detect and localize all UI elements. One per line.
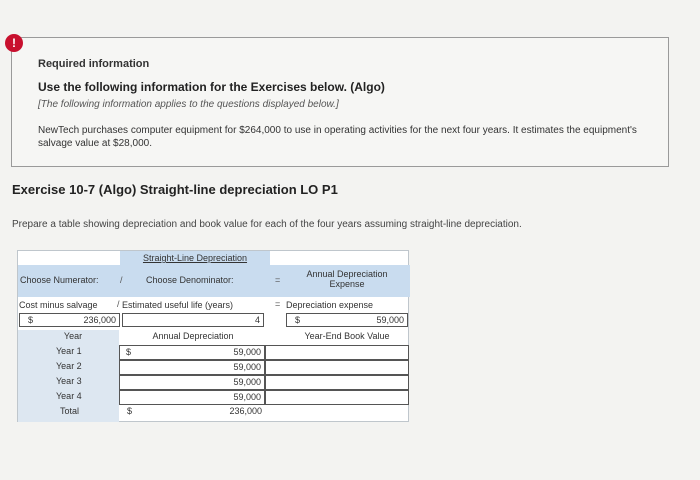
info-body: NewTech purchases computer equipment for $264,000 to use in operating activities for the next four years. It estimates the equipment's salvage value at $28,000.: [38, 125, 637, 149]
row-year-2-dep-input[interactable]: [119, 360, 265, 375]
row-year-1-value: 59,000: [233, 347, 261, 357]
info-heading: Use the following information for the Exercises below. (Algo): [38, 80, 385, 94]
col-annual-depreciation: Annual Depreciation: [152, 331, 234, 341]
result-dollar: $: [295, 315, 301, 325]
row-total-value: 236,000: [229, 406, 262, 416]
row-year-1-dollar: $: [126, 347, 132, 357]
row-year-2-value: 59,000: [233, 362, 261, 372]
cost-minus-salvage-label: Cost minus salvage: [19, 300, 98, 310]
straight-line-table: [17, 250, 409, 422]
numerator-value: 236,000: [83, 315, 116, 325]
exercise-instruction: Prepare a table showing depreciation and book value for each of the four years assuming straight-line depreciation.: [12, 219, 522, 230]
depreciation-expense-label: Depreciation expense: [286, 300, 374, 310]
row-year-4-dep-input[interactable]: [119, 390, 265, 405]
col-year: Year: [53, 331, 93, 341]
row-year-2-label: Year 2: [56, 361, 82, 371]
row-year-2-book-input[interactable]: [265, 360, 409, 375]
result-value: 59,000: [376, 315, 404, 325]
row-year-3-label: Year 3: [56, 376, 82, 386]
annual-dep-expense-label: Annual Depreciation Expense: [306, 269, 388, 289]
denominator-input[interactable]: 4: [122, 313, 264, 327]
row-year-4-book-input[interactable]: [265, 390, 409, 405]
required-info-panel: [11, 37, 669, 167]
col-year-end-book-value: Year-End Book Value: [304, 331, 390, 341]
equals-symbol: =: [275, 275, 281, 285]
divide-symbol: /: [120, 275, 123, 285]
numerator-input[interactable]: [19, 313, 120, 327]
row-year-4-label: Year 4: [56, 391, 82, 401]
row-year-1-label: Year 1: [56, 346, 82, 356]
row-year-1-book-input[interactable]: [265, 345, 409, 360]
row-total-dep: [119, 405, 265, 420]
row-year-3-value: 59,000: [233, 377, 261, 387]
row-year-3-dep-input[interactable]: [119, 375, 265, 390]
row-year-1-dep-input[interactable]: [119, 345, 265, 360]
numerator-dollar: $: [28, 315, 34, 325]
row-year-3-book-input[interactable]: [265, 375, 409, 390]
alert-icon: !: [5, 34, 23, 52]
depreciation-expense-input[interactable]: [286, 313, 408, 327]
row-total-dollar: $: [127, 406, 133, 416]
choose-denominator-label: Choose Denominator:: [146, 275, 234, 285]
equals-symbol-2: =: [275, 299, 281, 309]
est-useful-life-label: Estimated useful life (years): [122, 300, 234, 310]
info-note: [The following information applies to the questions displayed below.]: [38, 99, 339, 110]
row-year-4-value: 59,000: [233, 392, 261, 402]
divide-symbol-2: /: [117, 299, 120, 309]
exercise-title: Exercise 10-7 (Algo) Straight-line depreciation LO P1: [12, 182, 338, 197]
row-total-label: Total: [60, 406, 80, 416]
table-title: Straight-Line Depreciation: [120, 251, 270, 265]
choose-numerator-label: Choose Numerator:: [20, 275, 99, 285]
required-info-label: Required information: [38, 58, 150, 70]
